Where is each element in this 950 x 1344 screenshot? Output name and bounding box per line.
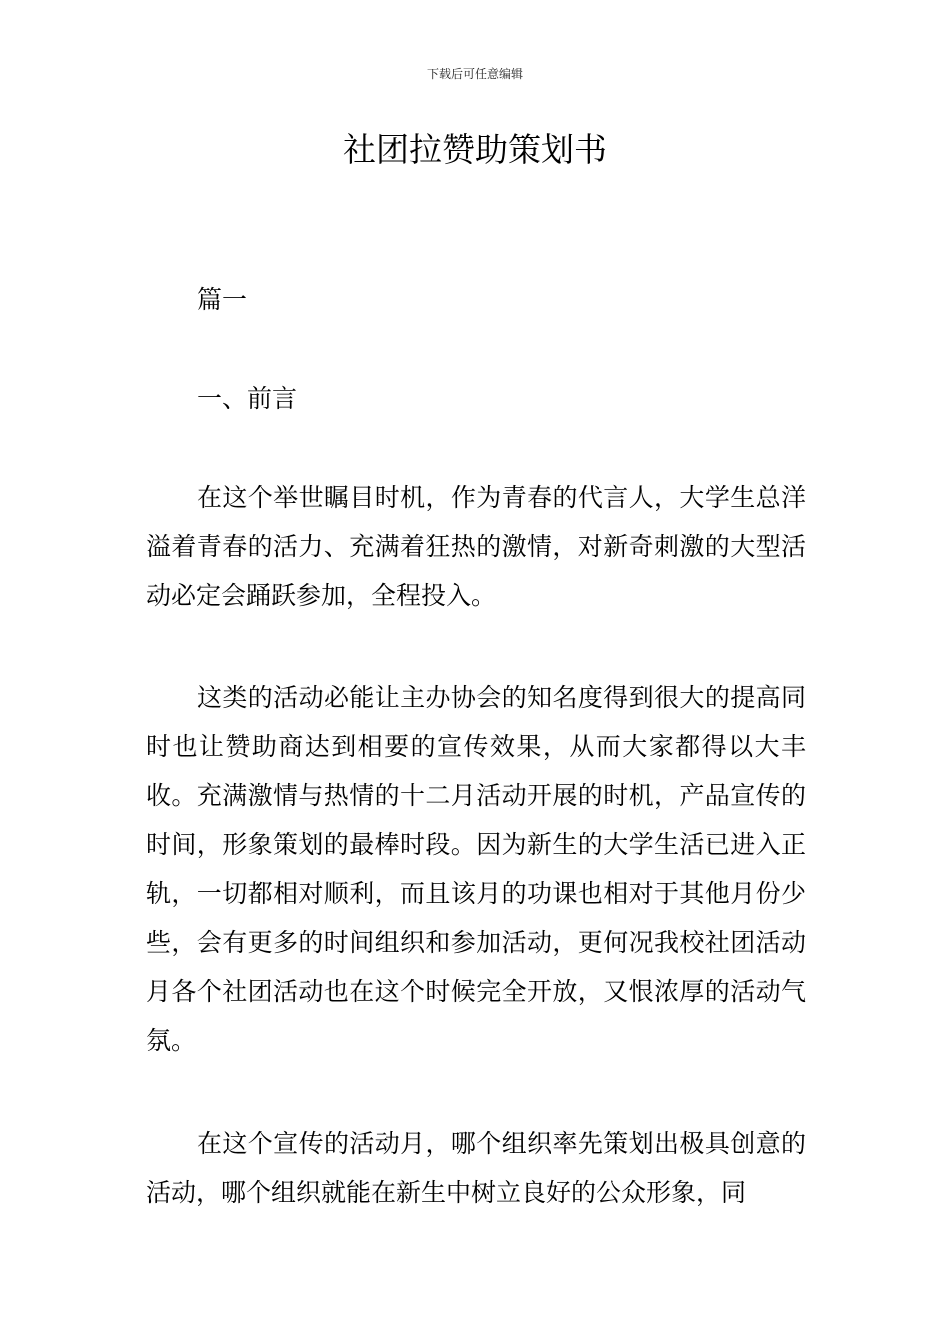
paragraph-3: 在这个宣传的活动月，哪个组织率先策划出极具创意的活动，哪个组织就能在新生中树立良好的公众形象，同 [146,1129,806,1207]
document-title: 社团拉赞助策划书 [343,130,607,169]
part-label: 篇一 [197,285,248,314]
paragraph-1: 在这个举世瞩目时机，作为青春的代言人，大学生总洋溢着青春的活力、充满着狂热的激情，对新奇刺激的大型活动必定会踊跃参加，全程投入。 [146,483,806,610]
section-heading: 一、前言 [197,384,298,413]
paragraph-2: 这类的活动必能让主办协会的知名度得到很大的提高同时也让赞助商达到相要的宣传效果，从而大家都得以大丰收。充满激情与热情的十二月活动开展的时机，产品宣传的时间，形象策划的最棒时段。因为新生的大学生活已进入正轨，一切都相对顺利，而且该月的功课也相对于其他月份少些，会有更多的时间组织和参加活动，更何况我校社团活动月各个社团活动也在这个时候完全开放，又恨浓厚的活动气氛。 [146,683,806,1055]
header-note: 下载后可任意编辑 [426,67,523,81]
